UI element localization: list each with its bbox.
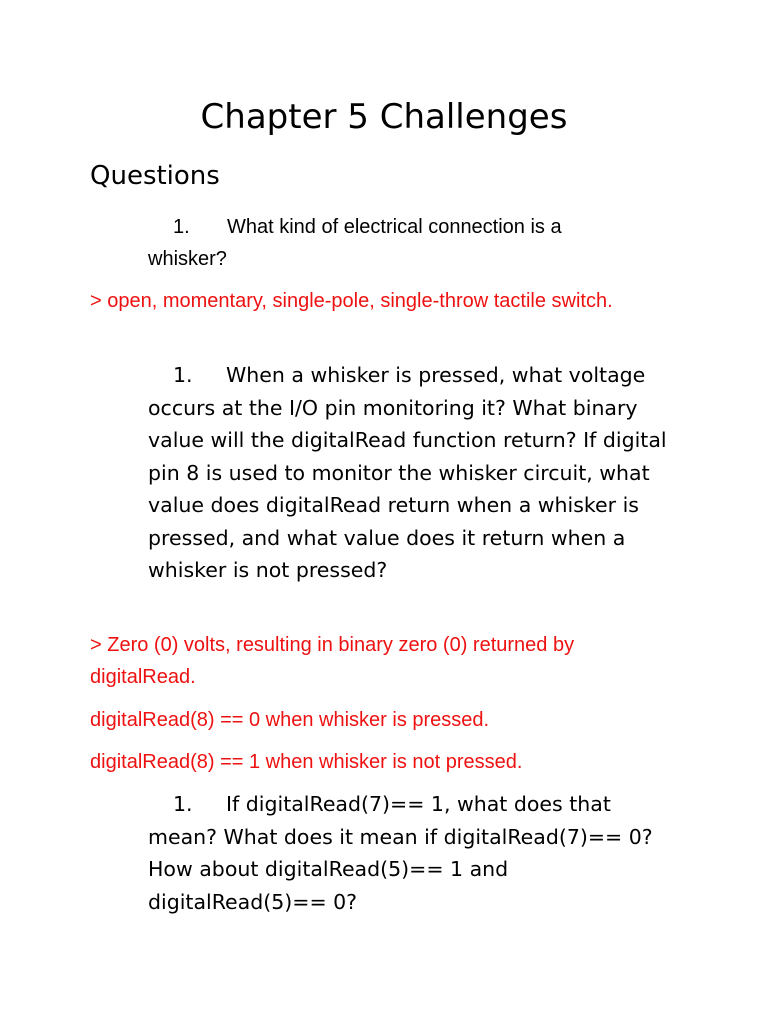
question-2-text: When a whisker is pressed, what voltage occurs at the I/O pin monitoring it? What binary value will the digitalRead function return? If digital pin 8 is used to monitor the whisker circuit, what value does digitalRead return when a whisker is pressed, and what value does it return when a whisker is not pressed? xyxy=(148,363,667,582)
question-1 xyxy=(148,211,618,275)
section-heading: Questions xyxy=(90,161,220,191)
question-2 xyxy=(148,359,678,587)
question-1-number: 1. xyxy=(173,216,190,238)
question-3-number: 1. xyxy=(173,792,193,816)
answer-2-pressed-line: digitalRead(8) == 0 when whisker is pressed. xyxy=(90,709,490,731)
answer-1: > open, momentary, single-pole, single-throw tactile switch. xyxy=(90,290,613,312)
question-3 xyxy=(148,788,678,918)
question-2-number: 1. xyxy=(173,363,193,387)
answer-2: > Zero (0) volts, resulting in binary zero (0) returned by digitalRead. xyxy=(90,634,575,688)
question-3-text: If digitalRead(7)== 1, what does that mean? What does it mean if digitalRead(7)== 0? How about digitalRead(5)== 1 and digitalRead(5)== 0? xyxy=(148,792,653,914)
page-title: Chapter 5 Challenges xyxy=(200,97,568,137)
question-1-text: What kind of electrical connection is a whisker? xyxy=(148,216,562,270)
answer-2-not-pressed-line: digitalRead(8) == 1 when whisker is not pressed. xyxy=(90,751,523,773)
